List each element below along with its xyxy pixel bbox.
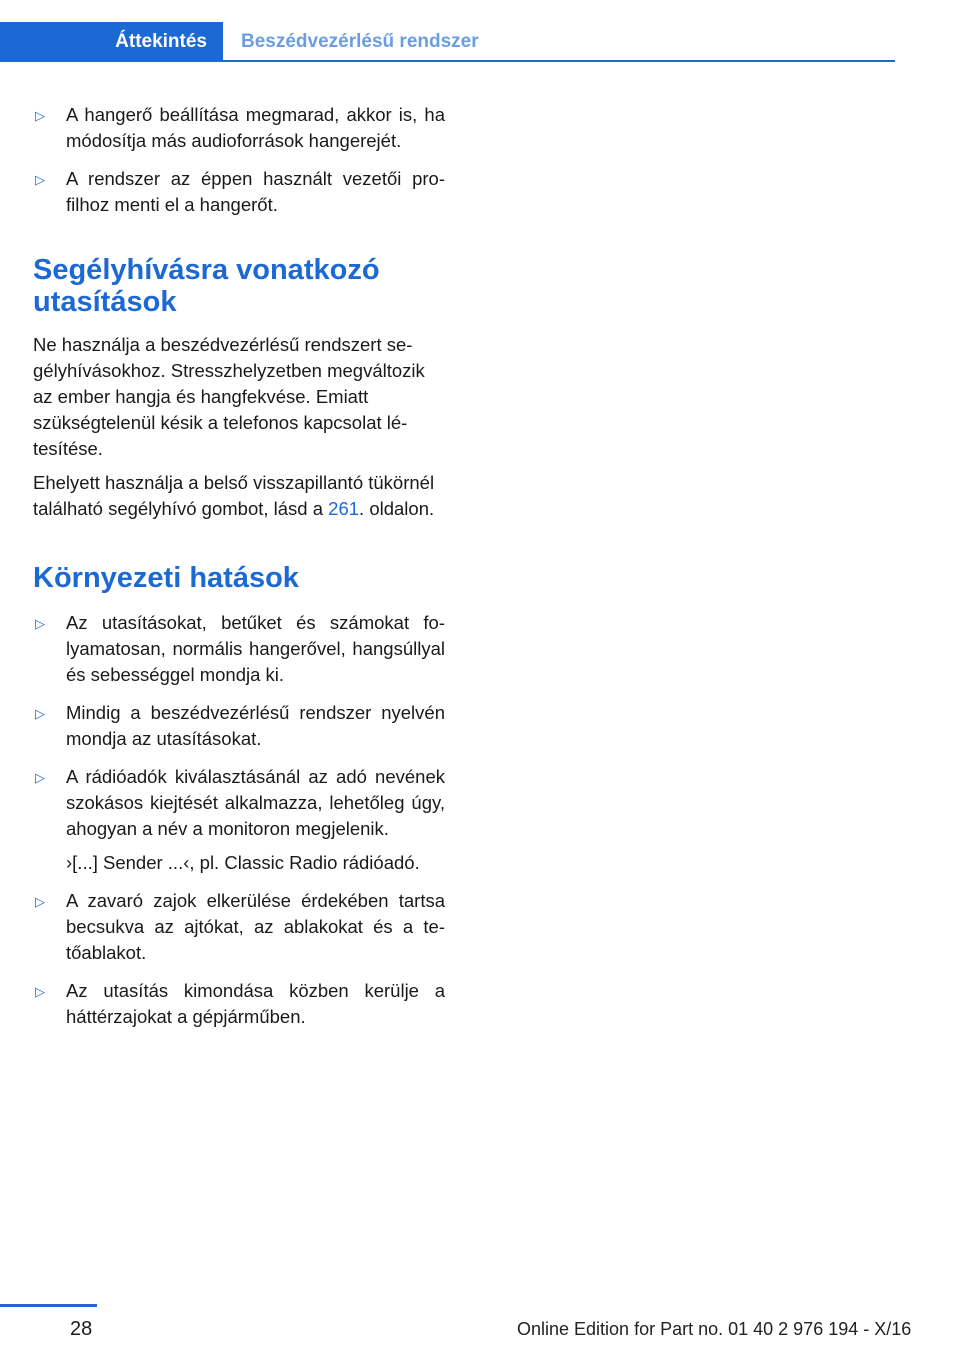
list-item: ▷ Mindig a beszédvezérlésű rendszer nyelvén mondja az utasításokat. bbox=[35, 702, 445, 749]
edition-info: Online Edition for Part no. 01 40 2 976 194 - X/16 bbox=[517, 1319, 912, 1339]
page-header bbox=[0, 0, 895, 62]
triangle-bullet-icon: ▷ bbox=[35, 616, 45, 631]
footer-rule bbox=[0, 1304, 97, 1307]
page-number: 28 bbox=[70, 1318, 93, 1340]
triangle-bullet-icon: ▷ bbox=[35, 706, 45, 721]
page-reference-link[interactable]: 261 bbox=[328, 498, 360, 519]
emergency-paragraph-1: Ne használja a beszédvezérlésű rendszert segélyhívásokhoz. Stresszhelyzetben megváltozik az ember hangja és hangfekvése. Emiatt szükségtelenül késik a telefonos kapcsolat létesítése. bbox=[33, 334, 425, 459]
list-item: ▷ Az utasítás kimondása közben kerülje a háttérzajokat a gépjárműben. bbox=[35, 980, 445, 1027]
emergency-paragraph-2: Ehelyett használja a belső visszapillantó tükörnél található segélyhívó gombot, lásd a 261. oldalon. bbox=[33, 472, 435, 519]
page-content bbox=[33, 102, 445, 1042]
triangle-bullet-icon: ▷ bbox=[35, 770, 45, 785]
volume-list bbox=[33, 102, 445, 218]
triangle-bullet-icon: ▷ bbox=[35, 894, 45, 909]
list-item: ▷ A rádióadók kiválasztásánál az adó nevének szokásos kiejtését alkalmazza, lehetőleg úgy, ahogyan a név a monitoron megjelenik. ›[...] Sender ...‹, pl. Classic Radio rádióadó. bbox=[33, 764, 445, 876]
emergency-heading: Segélyhívásra vonatkozó utasítások bbox=[33, 254, 380, 318]
section-title[interactable]: Beszédvezérlésű rendszer bbox=[241, 31, 479, 52]
chapter-tab[interactable]: Áttekintés bbox=[0, 22, 223, 62]
list-item: ▷ Az utasításokat, betűket és számokat folyamatosan, normális hangerővel, hangsúllyal és sebességgel mondja ki. bbox=[35, 612, 445, 685]
list-item: ▷ A rendszer az éppen használt vezetői profilhoz menti el a hangerőt. bbox=[35, 168, 445, 215]
list-item: ▷ A hangerő beállítása megmarad, akkor is, ha módosítja más audioforrások hangerejét. bbox=[35, 104, 445, 151]
triangle-bullet-icon: ▷ bbox=[35, 984, 45, 999]
triangle-bullet-icon: ▷ bbox=[35, 108, 45, 123]
triangle-bullet-icon: ▷ bbox=[35, 172, 45, 187]
list-item: ▷ A zavaró zajok elkerülése érdekében tartsa becsukva az ajtókat, az ablakokat és a tetőablakot. bbox=[35, 890, 445, 963]
environment-list bbox=[33, 610, 445, 1030]
environment-heading: Környezeti hatások bbox=[33, 562, 299, 594]
radio-example: ›[...] Sender ...‹, pl. Classic Radio rádióadó. bbox=[66, 852, 420, 873]
header-rule bbox=[223, 60, 895, 62]
